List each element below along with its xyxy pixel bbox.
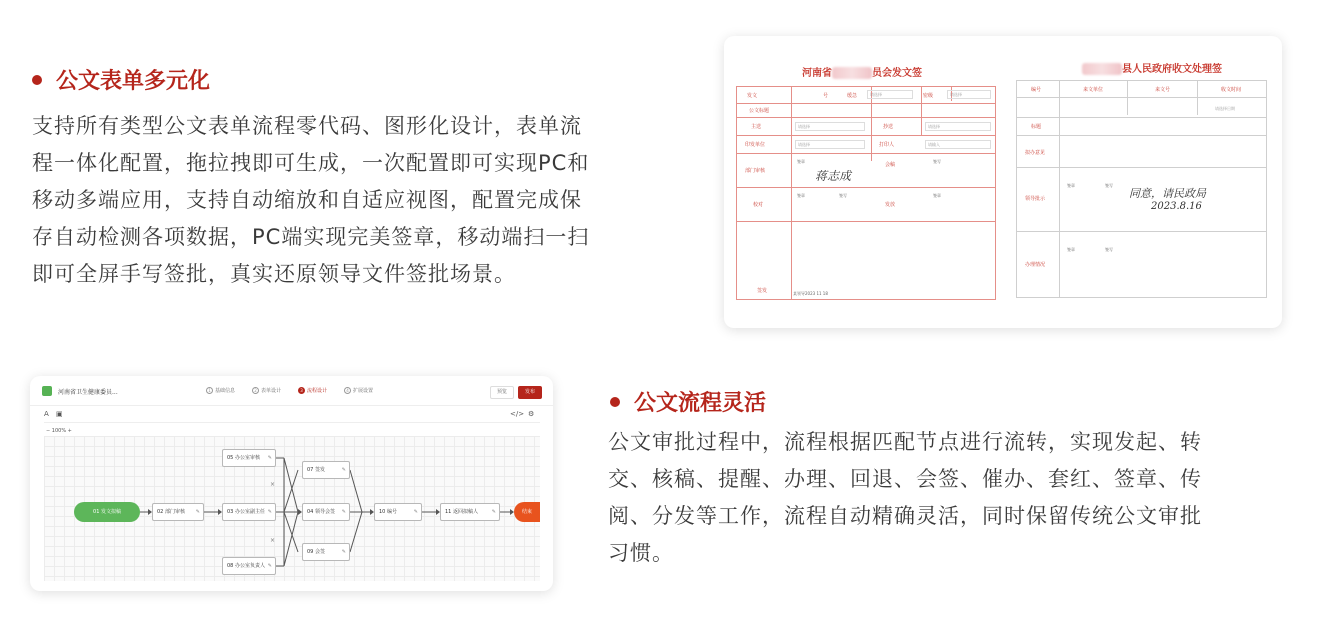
- flow-start-node[interactable]: 01 发文拟稿: [74, 502, 140, 522]
- step-basic-info[interactable]: 1 基础信息: [206, 387, 235, 394]
- label-bumen: 部门审核: [745, 168, 766, 174]
- label-title: 公文标题: [749, 108, 770, 114]
- label-yinfa: 印发单位: [745, 142, 766, 148]
- form-left-table: 发文 号 缓急 请选择 密级 请选择 公文标题 主送 请选择 抄送 请选择 印发单位 请选择 打印人 请输入 部门审核 签章 蒋志成 会稿 签写 校对 签章 签写 发放 签章 签发 某领导2023 11 18: [736, 86, 996, 300]
- flow-node-05[interactable]: 05 办公室审核 ✎: [222, 449, 276, 467]
- publish-button[interactable]: 发布: [518, 386, 542, 399]
- paragraph-line: 支持所有类型公文表单流程零代码、图形化设计，表单流: [32, 114, 582, 138]
- form-preview-card: [724, 36, 1282, 328]
- select-huanji[interactable]: 请选择: [867, 90, 913, 99]
- paragraph-line: 阅、分发等工作，流程自动精确灵活，同时保留传统公文审批: [608, 504, 1202, 528]
- flow-node-02[interactable]: 02 部门审核 ✎: [152, 503, 204, 521]
- signature-left: 蒋志成: [815, 169, 852, 183]
- label-huanji: 缓急: [847, 93, 858, 99]
- label-dayin: 打印人: [879, 142, 895, 148]
- paragraph-line: 习惯。: [608, 541, 674, 565]
- zoom-control[interactable]: − 100% +: [46, 428, 72, 434]
- label-huigao: 会稿: [885, 162, 896, 168]
- date-hint: 请选择日期: [1215, 106, 1235, 111]
- flow-node-11[interactable]: 11 返回拟稿人 ✎: [440, 503, 500, 521]
- paragraph-line: 即可全屏手写签批，真实还原领导文件签批场景。: [32, 262, 516, 286]
- flow-node-07[interactable]: 07 签发 ✎: [302, 461, 350, 479]
- select-chaosong[interactable]: 请选择: [925, 122, 991, 131]
- svg-text:×: ×: [270, 537, 276, 544]
- select-miji[interactable]: 请选择: [947, 90, 991, 99]
- redacted-mark: [1082, 63, 1122, 75]
- flow-node-09[interactable]: 09 会签 ✎: [302, 543, 350, 561]
- paragraph-line: 公文审批过程中，流程根据匹配节点进行流转，实现发起、转: [608, 430, 1202, 454]
- section-title-text: 公文流程灵活: [634, 391, 767, 416]
- form-right-title: 县人民政府收文处理签: [1082, 60, 1222, 75]
- label-zhusong: 主送: [751, 124, 762, 130]
- flow-node-10[interactable]: 10 编号 ✎: [374, 503, 422, 521]
- section-title-flow: [610, 386, 766, 417]
- select-zhusong[interactable]: 请选择: [795, 122, 865, 131]
- step-extended-settings[interactable]: 4 扩展设置: [344, 387, 373, 394]
- flow-header: [30, 376, 553, 406]
- row-title: 标题: [1031, 124, 1042, 130]
- flow-designer-card: [30, 376, 553, 591]
- svg-text:×: ×: [270, 481, 276, 488]
- flow-end-node[interactable]: 结束: [514, 502, 540, 522]
- step-form-design[interactable]: 2 表单设计: [252, 387, 281, 394]
- row-lingdaopishi: 领导批示: [1025, 196, 1046, 202]
- form-right-table: 编号 来文单位 来文号 收文时间 请选择日期 标题 拟办意见 领导批示 签章 签写 同意，请民政局 2023.8.16 办理情况 签章 签写: [1016, 80, 1267, 298]
- settings-icon[interactable]: ⚙: [528, 410, 535, 418]
- label-chaosong: 抄送: [883, 124, 894, 130]
- label-qianfa: 签发: [757, 288, 768, 294]
- section-title-form: [32, 64, 210, 95]
- section-title-text: 公文表单多元化: [56, 69, 211, 94]
- flow-canvas[interactable]: [44, 436, 540, 581]
- header-laiwenhao: 来文号: [1155, 87, 1171, 93]
- app-title: 河南省卫生健康委员...: [58, 389, 118, 396]
- toolbar-divider: [44, 422, 540, 423]
- form-left-title: 河南省 员会发文签: [802, 68, 922, 79]
- paragraph-line: 移动多端应用，支持自动缩放和自适应视图，配置完成保: [32, 188, 582, 212]
- signature-right-line2: 2023.8.16: [1151, 201, 1202, 212]
- paragraph-line: 交、核稿、提醒、办理、回退、会签、催办、套红、签章、传: [608, 467, 1202, 491]
- signature-right-line1: 同意，请民政局: [1129, 187, 1206, 200]
- input-dayin[interactable]: 请输入: [925, 140, 991, 149]
- label-fafang: 发放: [885, 202, 896, 208]
- label-jiaodui: 校对: [753, 202, 764, 208]
- font-tool-icon[interactable]: A: [44, 410, 49, 418]
- preview-button[interactable]: 预览: [490, 386, 514, 399]
- flow-node-03[interactable]: 03 办公室副主任 ✎: [222, 503, 276, 521]
- code-icon[interactable]: </>: [510, 410, 525, 418]
- paragraph-line: 程一体化配置，拖拉拽即可生成，一次配置即可实现PC和: [32, 151, 590, 175]
- step-flow-design[interactable]: 3 流程设计: [298, 387, 327, 394]
- label-miji: 密级: [923, 93, 934, 99]
- row-nibanyijian: 拟办意见: [1025, 150, 1046, 156]
- header-bianhao: 编号: [1031, 87, 1042, 93]
- header-laiwen: 来文单位: [1083, 87, 1104, 93]
- app-logo-icon: [42, 386, 52, 396]
- flow-node-08[interactable]: 08 办公室负责人 ✎: [222, 557, 276, 575]
- redacted-mark: [832, 67, 872, 79]
- row-banliqingkuang: 办理情况: [1025, 262, 1046, 268]
- bullet-dot-icon: [32, 75, 42, 85]
- label-hao: 号: [823, 93, 829, 99]
- section-paragraph-form: [32, 108, 680, 293]
- bullet-dot-icon: [610, 397, 620, 407]
- label-fawen: 发文: [747, 93, 758, 99]
- paragraph-line: 存自动检测各项数据，PC端实现完美签章，移动端扫一扫: [32, 225, 590, 249]
- footer-text: 某领导2023 11 18: [793, 291, 828, 296]
- header-shouwen: 收文时间: [1221, 87, 1242, 93]
- image-tool-icon[interactable]: ▣: [56, 410, 63, 418]
- select-yinfa[interactable]: 请选择: [795, 140, 865, 149]
- flow-node-04[interactable]: 04 领导会签 ✎: [302, 503, 350, 521]
- section-paragraph-flow: [608, 424, 1298, 572]
